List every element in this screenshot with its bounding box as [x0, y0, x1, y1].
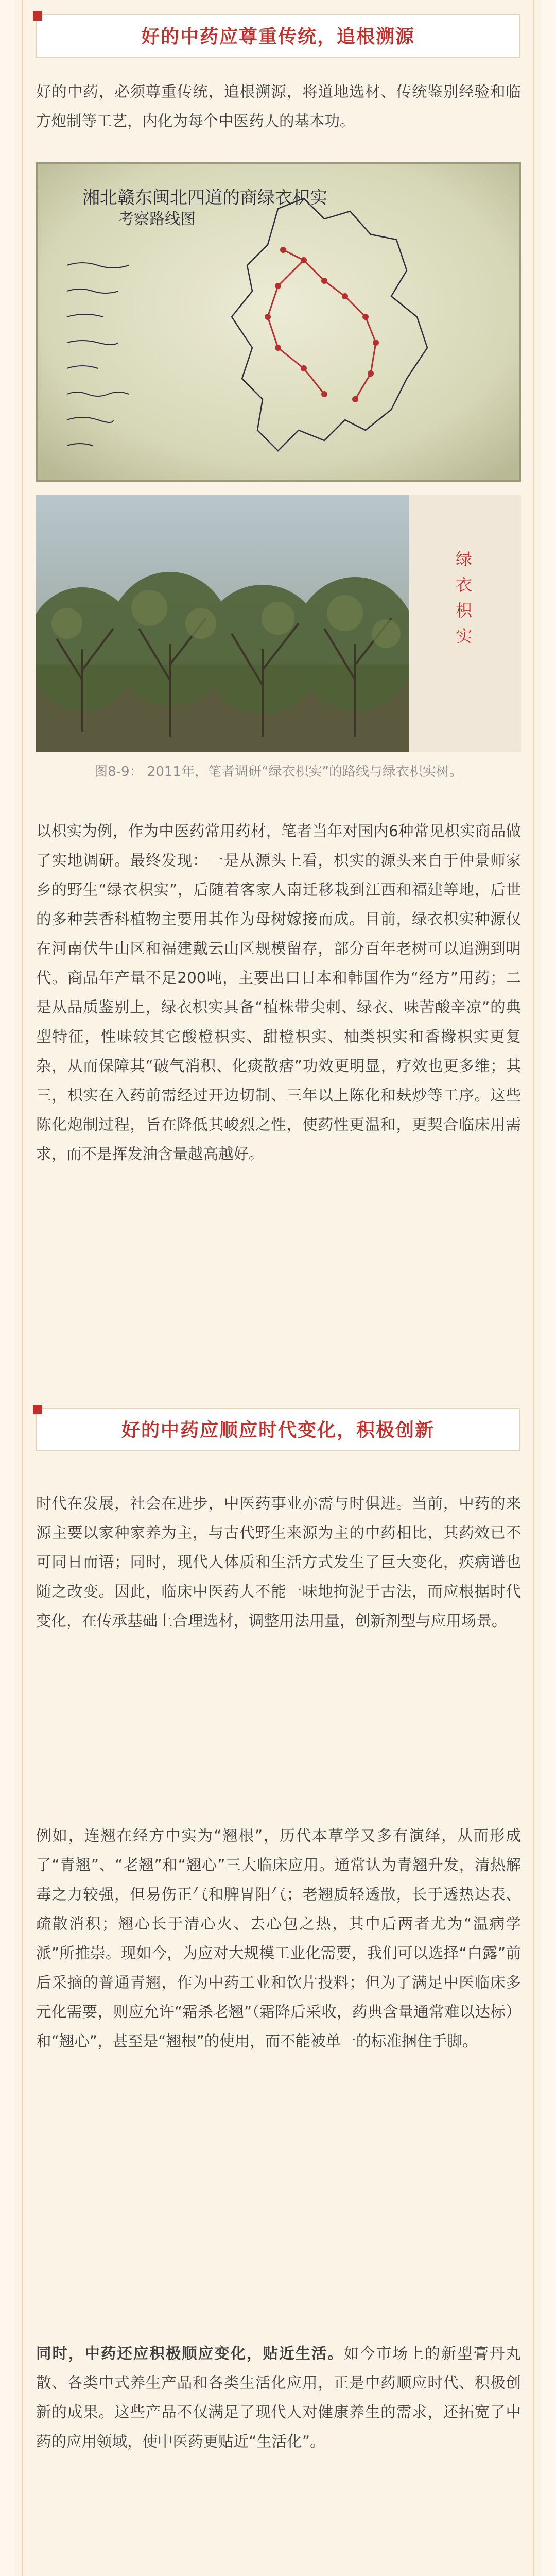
map-title-line-2: 考察路线图: [118, 210, 196, 228]
section-2-para-2: 例如，连翘在经方中实为“翘根”，历代本草学又多有演绎，从而形成了“青翘”、“老翘”和“翘心”三大临床应用。通常认为青翘升发，清热解毒之力较强，但易伤正气和脾胃阳气；老翘质轻透散，长于透热达表、疏散消积；翘心长于清心火、去心包之热，其中后两者尤为“温病学派”所推崇。现如今，为应对大规模工业化需要，我们可以选择“白露”前后采摘的普通青翘，作为中药工业和饮片投料；但为了满足中医临床多元化需要，则应允许“霜杀老翘”（霜降后采收，药典含量通常难以达标）和“翘心”，甚至是“翘根”的使用，而不能被单一的标准捆住手脚。: [36, 1827, 521, 2050]
section-1-intro: 好的中药，必须尊重传统，追根溯源，将道地选材、传统鉴别经验和临方炮制等工艺，内化为每个中医药人的基本功。: [36, 83, 521, 130]
section-2-title: 好的中药应顺应时代变化，积极创新: [121, 1420, 435, 1441]
section-1-header: [0, 0, 556, 72]
figure-caption: 图8-9： 2011年，笔者调研“绿衣枳实”的路线与绿衣枳实树。: [94, 764, 463, 779]
orchard-photo: [36, 495, 409, 752]
section-1-title-box: [36, 14, 520, 58]
section-2-para-3: [36, 2339, 521, 2456]
title-corner-marker: [33, 11, 42, 21]
para-3-lead: 同时，中药还应积极顺应变化，贴近生活。: [36, 2345, 344, 2362]
frame-line-left: [22, 0, 23, 2576]
title-corner-marker: [33, 1405, 42, 1414]
para-3-body: 如今市场上的新型膏丹丸散、各类中式养生产品和各类生活化应用，正是中药顺应时代、积极创新的成果。这些产品不仅满足了现代人对健康养生的需求，还拓宽了中药的应用领域，使中医药更贴近“生活化”。: [36, 2345, 521, 2450]
route-map-illustration: [36, 162, 521, 482]
paragraph-zhishi: 以枳实为例，作为中医药常用药材，笔者当年对国内6种常见枳实商品做了实地调研。最终发现：一是从源头上看，枳实的源头来自于仲景师家乡的野生“绿衣枳实”，后随着客家人南迁移栽到江西和福建等地，后世的多种芸香科植物主要用其作为母树嫁接而成。目前，绿衣枳实种源仅在河南伏牛山区和福建戴云山区规模留存，部分百年老树可以追溯到明代。商品年产量不足200吨，主要出口日本和韩国作为“经方”用药；二是从品质鉴别上，绿衣枳实具备“植株带尖刺、绿衣、味苦酸辛凉”的典型特征，性味较其它酸橙枳实、甜橙枳实、柚类枳实和香橼枳实更复杂，从而保障其“破气消积、化痰散痞”功效更明显，疗效也更多维；其三，枳实在入药前需经过开边切制、三年以上陈化和麸炒等工序。这些陈化炮制过程，旨在降低其峻烈之性，使药性更温和，更契合临床用需求，而不是挥发油含量越高越好。: [36, 822, 521, 1163]
section-2-title-box: [36, 1408, 520, 1451]
orchard-illustration: [36, 495, 409, 752]
frame-line-right: [533, 0, 534, 2576]
section-2-para-1: 时代在发展，社会在进步，中医药事业亦需与时俱进。当前，中药的来源主要以家种家养为主，与古代野生来源为主的中药相比，其药效已不可同日而语；同时，现代人体质和生活方式发生了巨大变化，疾病谱也随之改变。因此，临床中医药人不能一味地拘泥于古法，而应根据时代变化，在传承基础上合理选材，调整用法用量，创新剂型与应用场景。: [36, 1495, 521, 1630]
orchard-side-label: [409, 495, 521, 752]
map-title-line-1: 湘北赣东闽北四道的商绿衣枳实: [82, 188, 327, 208]
section-1-title: 好的中药应尊重传统，追根溯源: [141, 26, 415, 47]
section-2-header: [0, 1394, 556, 1466]
route-map-photo: [36, 162, 521, 482]
side-label-text: 绿 衣 枳 实: [455, 549, 472, 646]
